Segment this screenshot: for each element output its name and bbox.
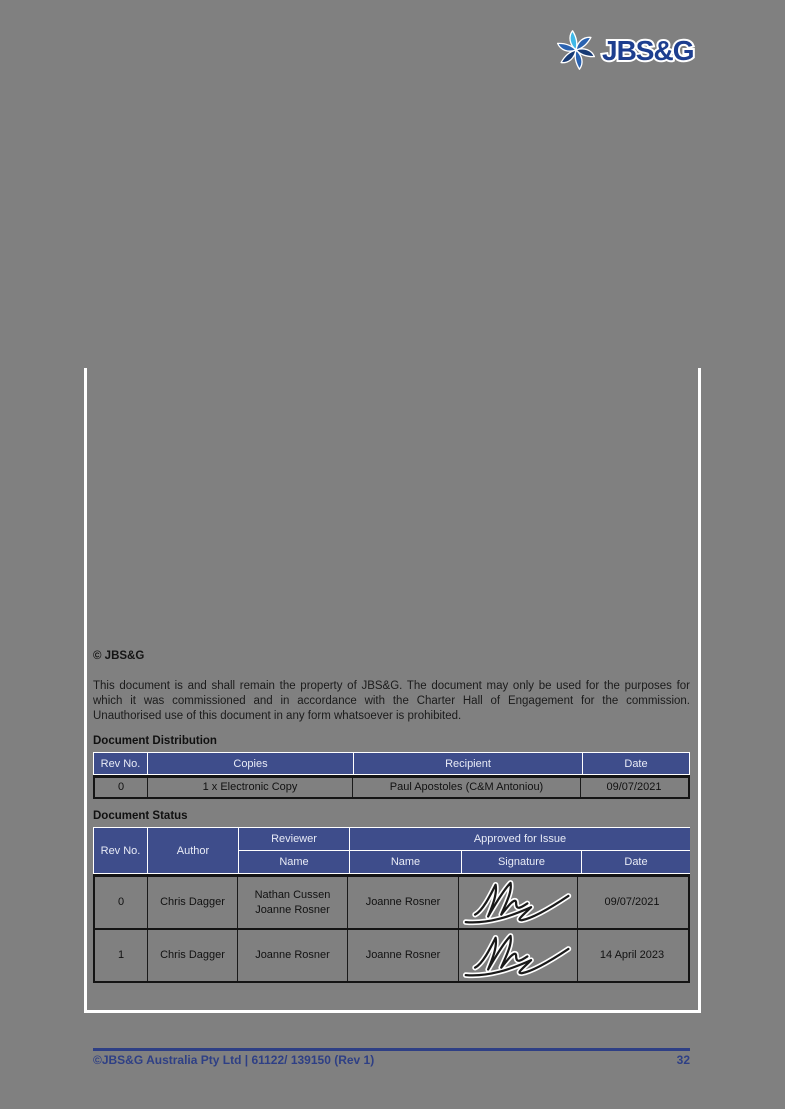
reviewer-line: Nathan Cussen xyxy=(254,888,331,901)
status-header-approved-name: Name xyxy=(350,851,461,873)
distribution-table xyxy=(93,752,690,799)
distribution-heading: Document Distribution xyxy=(93,735,217,747)
status-header-signature: Signature xyxy=(462,851,581,873)
footer-rule xyxy=(93,1048,690,1051)
logo-wordmark xyxy=(600,32,708,68)
status-header-date: Date xyxy=(582,851,690,873)
cell-reviewer xyxy=(238,930,348,981)
cell-approved-name: Joanne Rosner xyxy=(348,930,459,981)
logo-text: JBS&G xyxy=(602,35,694,66)
distribution-header-rev: Rev No. xyxy=(94,753,147,774)
cell-date: 09/07/2021 xyxy=(606,781,662,793)
usage-notice: This document is and shall remain the property of JBS&G. The document may only be used for the purposes for which it was commissioned and in accordance with the Charter Hall of Engagement for the commission. Unauthorised use of this document in any form whatsoever is prohibited. xyxy=(93,680,690,722)
cell-author: Chris Dagger xyxy=(148,877,238,928)
page-footer xyxy=(93,1048,690,1067)
cell-rev: 1 xyxy=(95,930,148,981)
table-row xyxy=(93,874,690,930)
cell-date: 09/07/2021 xyxy=(604,896,660,908)
cell-reviewer xyxy=(238,877,348,928)
table-row xyxy=(93,928,690,983)
page-number: 32 xyxy=(676,1053,690,1067)
cell-date: 14 April 2023 xyxy=(599,949,665,961)
cell-rev: 0 xyxy=(95,877,148,928)
pinwheel-icon xyxy=(554,28,598,72)
reviewer-line: Joanne Rosner xyxy=(255,949,330,961)
cell-recipient: Paul Apostoles (C&M Antoniou) xyxy=(353,778,581,797)
status-header-author: Author xyxy=(148,828,238,873)
status-header-reviewer-name: Name xyxy=(239,851,349,873)
signature-scribble-icon xyxy=(462,932,574,979)
status-header-approved: Approved for Issue xyxy=(350,828,690,850)
distribution-header-copies: Copies xyxy=(148,753,353,774)
cell-signature xyxy=(459,877,578,928)
status-header-rev: Rev No. xyxy=(94,828,147,873)
status-table xyxy=(93,827,690,983)
cell-rev: 0 xyxy=(95,778,148,797)
distribution-header-row xyxy=(93,752,690,775)
copyright-line: © JBS&G xyxy=(93,650,145,662)
content-area xyxy=(93,650,690,983)
cell-signature xyxy=(459,930,578,981)
status-heading: Document Status xyxy=(93,810,188,822)
table-row xyxy=(93,775,690,799)
status-header xyxy=(93,827,690,874)
status-header-reviewer: Reviewer xyxy=(239,828,349,850)
cell-author: Chris Dagger xyxy=(148,930,238,981)
jbsg-logo xyxy=(554,28,708,72)
reviewer-line: Joanne Rosner xyxy=(255,903,330,916)
distribution-header-date: Date xyxy=(583,753,689,774)
cell-copies: 1 x Electronic Copy xyxy=(148,778,353,797)
signature-scribble-icon xyxy=(462,879,574,926)
cell-approved-name: Joanne Rosner xyxy=(348,877,459,928)
footer-company-docref: ©JBS&G Australia Pty Ltd | 61122/ 139150 (Rev 1) xyxy=(93,1053,375,1067)
distribution-header-recipient: Recipient xyxy=(354,753,582,774)
